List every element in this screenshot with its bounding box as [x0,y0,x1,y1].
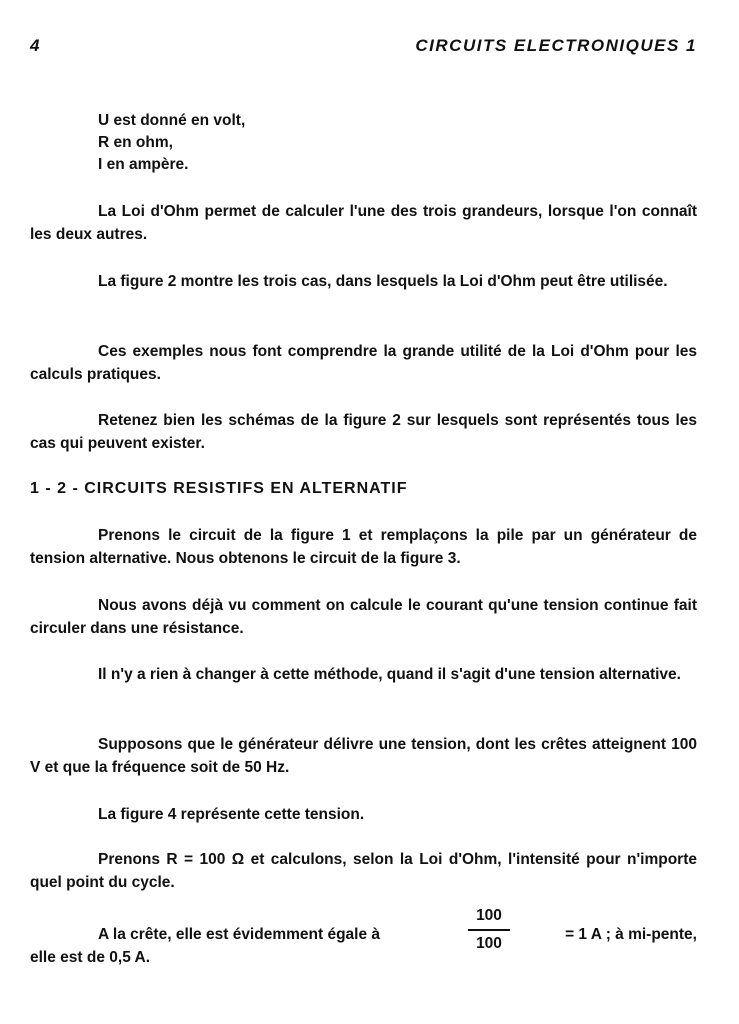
fraction [468,905,510,955]
paragraph [30,803,697,826]
fraction-numerator: 100 [476,907,502,924]
paragraph-text: Ces exemples nous font comprendre la grande utilité de la Loi d'Ohm pour les calculs pratiques. [30,343,697,383]
fraction-text-line2: elle est de 0,5 A. [30,949,151,966]
units-list [98,110,245,176]
paragraph-text: La Loi d'Ohm permet de calculer l'une des trois grandeurs, lorsque l'on connaît les deux autres. [30,203,697,243]
paragraph [30,200,697,246]
paragraph [30,340,697,386]
paragraph [30,848,697,894]
paragraph [30,594,697,640]
paragraph-text: Prenons R = 100 Ω et calculons, selon la Loi d'Ohm, l'intensité pour n'importe quel point du cycle. [30,851,697,891]
section-heading: 1 - 2 - CIRCUITS RESISTIFS EN ALTERNATIF [30,480,408,497]
paragraph-text: Supposons que le générateur délivre une tension, dont les crêtes atteignent 100 V et que la fréquence soit de 50 Hz. [30,736,697,776]
paragraph-text: Prenons le circuit de la figure 1 et remplaçons la pile par un générateur de tension alternative. Nous obtenons le circuit de la figure 3. [30,527,697,567]
unit-ohm: R en ohm, [98,134,173,151]
paragraph-text: La figure 4 représente cette tension. [98,806,365,823]
fraction-bar [468,929,510,931]
paragraph [30,733,697,779]
paragraph [30,409,697,455]
paragraph [30,270,697,293]
fraction-denominator: 100 [476,935,502,952]
paragraph-text: Retenez bien les schémas de la figure 2 sur lesquels sont représentés tous les cas qui peuvent exister. [30,412,697,452]
unit-ampere: I en ampère. [98,156,189,173]
unit-volt: U est donné en volt, [98,112,246,129]
paragraph [30,524,697,570]
page-number: 4 [30,36,40,55]
fraction-text-after: = 1 A ; à mi-pente, [565,926,697,943]
running-title: CIRCUITS ELECTRONIQUES 1 [415,36,697,55]
fraction-text-before: A la crête, elle est évidemment égale à [98,926,381,943]
paragraph [30,663,697,686]
paragraph-text: La figure 2 montre les trois cas, dans lesquels la Loi d'Ohm peut être utilisée. [98,273,668,290]
paragraph-text: Il n'y a rien à changer à cette méthode, quand il s'agit d'une tension alternative. [98,666,681,683]
paragraph-text: Nous avons déjà vu comment on calcule le courant qu'une tension continue fait circuler dans une résistance. [30,597,697,637]
